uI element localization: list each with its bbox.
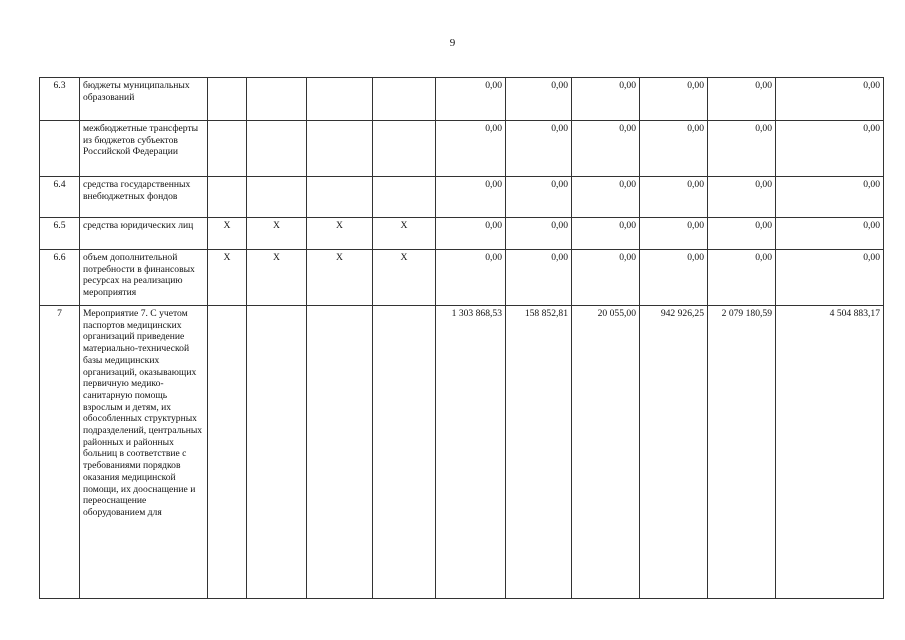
row-name: средства юридических лиц — [80, 218, 208, 250]
mark-cell: X — [307, 250, 373, 306]
page-number: 9 — [449, 37, 456, 49]
value-cell: 0,00 — [640, 177, 708, 218]
row-number: 6.5 — [40, 218, 80, 250]
mark-cell — [247, 121, 307, 177]
value-cell: 0,00 — [708, 218, 776, 250]
value-cell: 0,00 — [640, 78, 708, 121]
row-number: 6.6 — [40, 250, 80, 306]
table-row — [40, 177, 884, 218]
row-name: бюджеты муниципальных образований — [80, 78, 208, 121]
value-cell: 0,00 — [776, 78, 884, 121]
value-cell: 0,00 — [572, 78, 640, 121]
mark-cell: X — [208, 250, 247, 306]
value-cell: 0,00 — [436, 78, 506, 121]
row-number — [40, 121, 80, 177]
mark-cell — [208, 121, 247, 177]
row-name: средства государственных внебюджетных фондов — [80, 177, 208, 218]
value-cell: 0,00 — [708, 177, 776, 218]
mark-cell: X — [247, 250, 307, 306]
mark-cell — [307, 78, 373, 121]
value-cell: 0,00 — [506, 121, 572, 177]
table-row — [40, 306, 884, 599]
mark-cell — [373, 78, 436, 121]
mark-cell — [208, 78, 247, 121]
mark-cell — [208, 177, 247, 218]
row-name: Мероприятие 7. С учетом паспортов медицинских организаций приведение материально-технической базы медицинских организаций, оказывающих первичную медико-санитарную помощь взрослым и детям, их обособленных структурных подразделений, центральных районных и районных больниц в соответствие с требованиями порядков оказания медицинской помощи, их дооснащение и переоснащение оборудованием для — [80, 306, 208, 599]
value-cell: 0,00 — [640, 121, 708, 177]
value-cell: 4 504 883,17 — [776, 306, 884, 599]
value-cell: 158 852,81 — [506, 306, 572, 599]
mark-cell — [373, 306, 436, 599]
mark-cell — [208, 306, 247, 599]
mark-cell: X — [307, 218, 373, 250]
value-cell: 0,00 — [708, 78, 776, 121]
table-row — [40, 250, 884, 306]
value-cell: 0,00 — [506, 218, 572, 250]
value-cell: 0,00 — [776, 121, 884, 177]
value-cell: 0,00 — [436, 177, 506, 218]
row-number: 6.4 — [40, 177, 80, 218]
mark-cell — [307, 121, 373, 177]
value-cell: 0,00 — [640, 218, 708, 250]
table-row — [40, 121, 884, 177]
mark-cell — [247, 177, 307, 218]
value-cell: 0,00 — [436, 218, 506, 250]
mark-cell — [373, 121, 436, 177]
value-cell: 0,00 — [506, 177, 572, 218]
mark-cell: X — [373, 218, 436, 250]
row-name: объем дополнительной потребности в финансовых ресурсах на реализацию мероприятия — [80, 250, 208, 306]
value-cell: 2 079 180,59 — [708, 306, 776, 599]
value-cell: 0,00 — [572, 250, 640, 306]
row-name: межбюджетные трансферты из бюджетов субъектов Российской Федерации — [80, 121, 208, 177]
mark-cell: X — [373, 250, 436, 306]
value-cell: 0,00 — [436, 250, 506, 306]
mark-cell — [307, 177, 373, 218]
row-number: 6.3 — [40, 78, 80, 121]
budget-table — [39, 77, 884, 599]
row-number: 7 — [40, 306, 80, 599]
value-cell: 0,00 — [776, 250, 884, 306]
value-cell: 1 303 868,53 — [436, 306, 506, 599]
value-cell: 0,00 — [708, 250, 776, 306]
mark-cell — [247, 78, 307, 121]
value-cell: 0,00 — [572, 177, 640, 218]
value-cell: 0,00 — [640, 250, 708, 306]
mark-cell — [247, 306, 307, 599]
table-row — [40, 218, 884, 250]
mark-cell — [373, 177, 436, 218]
value-cell: 942 926,25 — [640, 306, 708, 599]
value-cell: 0,00 — [776, 218, 884, 250]
value-cell: 0,00 — [436, 121, 506, 177]
value-cell: 0,00 — [506, 78, 572, 121]
value-cell: 0,00 — [572, 218, 640, 250]
mark-cell: X — [208, 218, 247, 250]
value-cell: 0,00 — [708, 121, 776, 177]
value-cell: 0,00 — [506, 250, 572, 306]
table-row — [40, 78, 884, 121]
value-cell: 0,00 — [572, 121, 640, 177]
value-cell: 0,00 — [776, 177, 884, 218]
value-cell: 20 055,00 — [572, 306, 640, 599]
mark-cell: X — [247, 218, 307, 250]
mark-cell — [307, 306, 373, 599]
